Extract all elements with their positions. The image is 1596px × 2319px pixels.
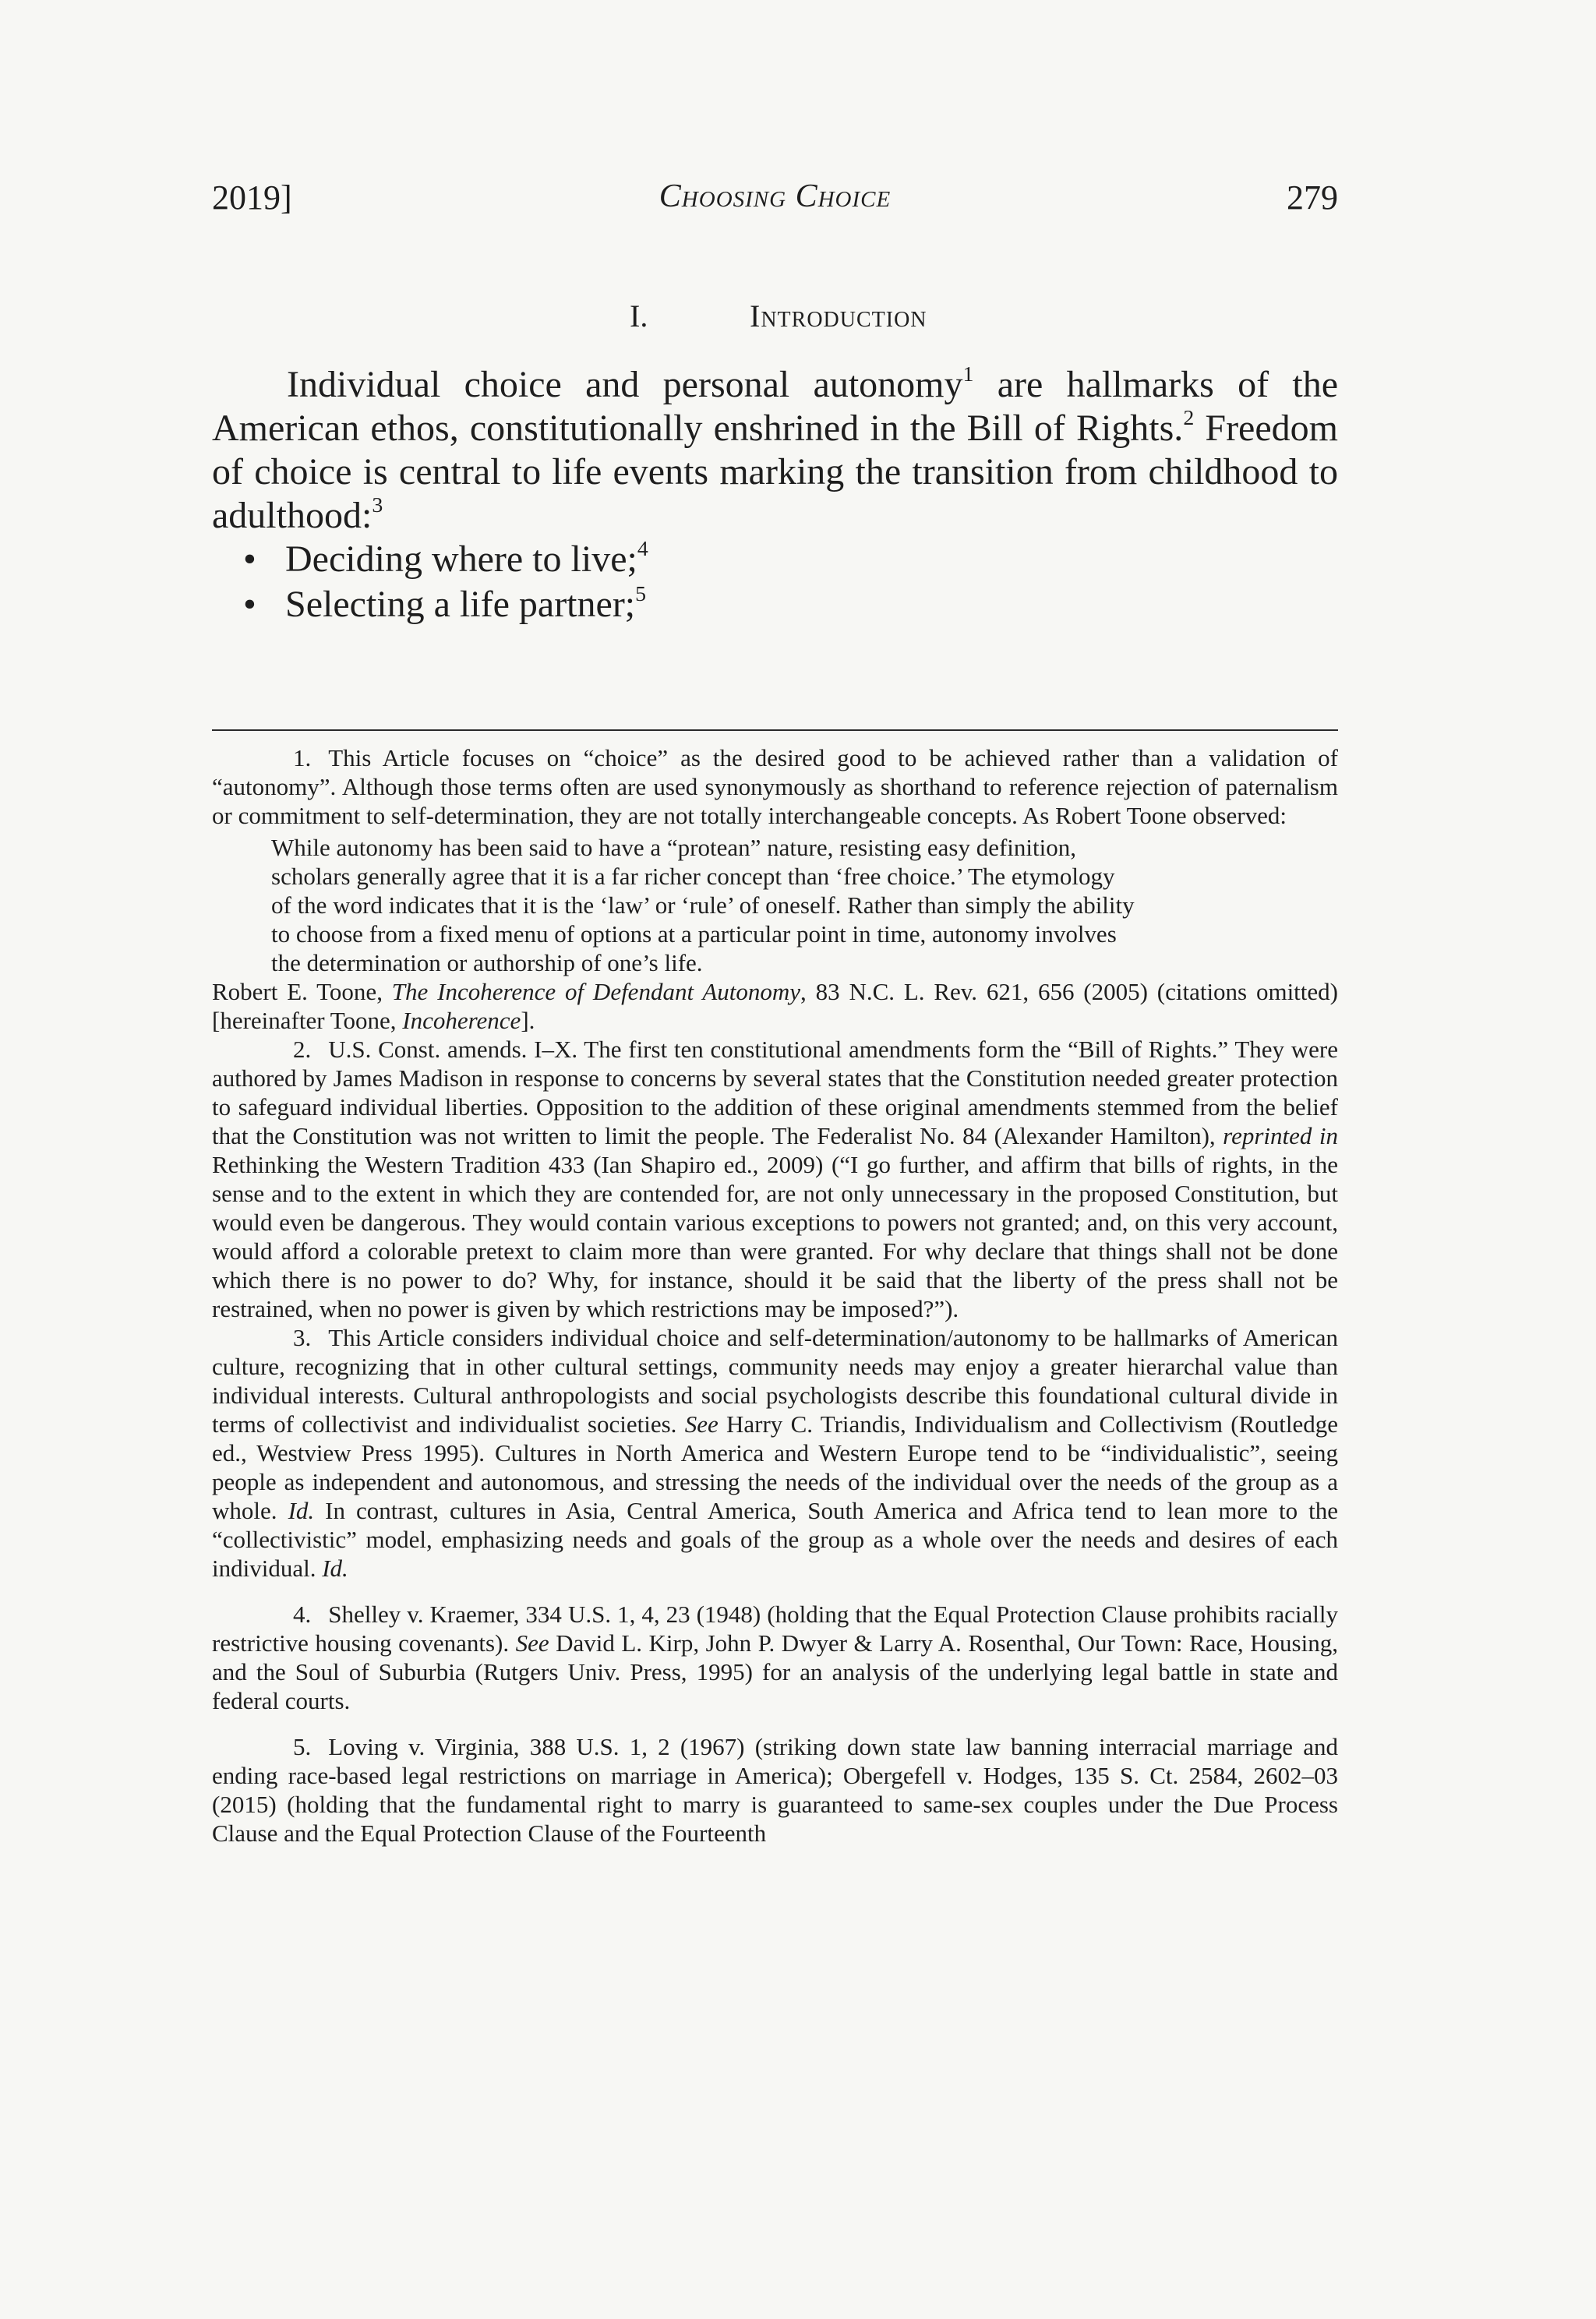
section-title: Introduction bbox=[750, 298, 927, 334]
footnote-body: Harry C. Triandis, Individualism and Collectivism (Routledge ed., Westview Press 1995). Cultures in North America and Western Europe tend to be “individualistic”, seeing people as independent and autonomous, and stressing the needs of the individual over the needs of the group as a whole. bbox=[212, 1410, 1338, 1524]
footnote-5 bbox=[212, 1732, 1338, 1848]
bullet-text: Deciding where to live; bbox=[285, 538, 637, 580]
body-text bbox=[212, 363, 1338, 628]
para-segment: Individual choice and personal autonomy bbox=[287, 364, 963, 405]
quote-line: to choose from a fixed menu of options at a particular point in time, autonomy involves bbox=[271, 920, 1117, 948]
footnote-body: This Article focuses on “choice” as the desired good to be achieved rather than a validation of “autonomy”. Although those terms often are used synonymously as shorthand to reference rejection of paternalism or commitment to self-determination, they are not totally interchangeable concepts. As Robert Toone observed: bbox=[212, 744, 1338, 829]
quote-line: the determination or authorship of one’s life. bbox=[271, 949, 703, 976]
footnote-number: 1. bbox=[293, 744, 312, 771]
footnote-text bbox=[212, 1035, 1338, 1323]
para-segment: Freedom of choice is central to life events marking the transition from childhood to adulthood: bbox=[212, 408, 1339, 536]
quote-line: of the word indicates that it is the ‘law’ or ‘rule’ of oneself. Rather than simply the ability bbox=[271, 891, 1135, 919]
signal-italic: See bbox=[684, 1410, 719, 1438]
footnote-number: 5. bbox=[293, 1733, 312, 1760]
footnotes bbox=[212, 743, 1338, 1848]
footnote-divider bbox=[212, 729, 1338, 731]
footnote-text bbox=[212, 1600, 1338, 1715]
citation-title: The Incoherence of Defendant Autonomy bbox=[391, 978, 801, 1005]
footnote-1 bbox=[212, 743, 1338, 1035]
bullet-item bbox=[212, 583, 1338, 628]
footnote-ref-1: 1 bbox=[962, 362, 974, 387]
footnote-text bbox=[212, 743, 1338, 830]
spacer bbox=[212, 1583, 1338, 1600]
signal-italic: Id. bbox=[322, 1555, 348, 1582]
intro-paragraph bbox=[212, 363, 1338, 538]
footnote-body: Loving v. Virginia, 388 U.S. 1, 2 (1967) (striking down state law banning interracial marriage and ending race-based legal restrictions on marriage in America); Obergefell v. Hodges, 135 S. Ct. 2584, 2602–03 (2015) (holding that the fundamental right to marry is guaranteed to same-sex couples under the Due Process Clause and the Equal Protection Clause of the Fourteenth bbox=[212, 1733, 1338, 1847]
footnote-number: 3. bbox=[293, 1324, 312, 1351]
section-heading bbox=[212, 298, 1338, 344]
signal-italic: See bbox=[515, 1629, 549, 1657]
citation-short-title: Incoherence bbox=[402, 1007, 521, 1034]
quote-line: scholars generally agree that it is a far richer concept than ‘free choice.’ The etymology bbox=[271, 863, 1115, 890]
footnote-body: In contrast, cultures in Asia, Central America, South America and Africa tend to lean more to the “collectivistic” model, emphasizing needs and goals of the group as a whole over the needs and desires of each individual. bbox=[212, 1497, 1338, 1582]
footnote-text bbox=[212, 1732, 1338, 1848]
citation-segment: , 83 N.C. L. Rev. 621, 656 (2005) (citations omitted) [hereinafter Toone, bbox=[212, 978, 1338, 1034]
citation bbox=[212, 977, 1338, 1035]
quote-line: While autonomy has been said to have a “protean” nature, resisting easy definition, bbox=[271, 834, 1076, 861]
para-segment: are hallmarks of the American ethos, constitutionally enshrined in the Bill of Rights. bbox=[212, 364, 1339, 449]
footnote-body: Rethinking the Western Tradition 433 (Ian Shapiro ed., 2009) (“I go further, and affirm that bills of rights, in the sense and to the extent in which they are contended for, are not only unnecessary in the proposed Constitution, but would even be dangerous. They would contain various exceptions to powers not granted; and, on this very account, would afford a colorable pretext to claim more than were granted. For why declare that things shall not be done which there is no power to do? Why, for instance, should it be said that the liberty of the press shall not be restrained, when no power is given by which restrictions may be imposed?”). bbox=[212, 1151, 1338, 1322]
spacer bbox=[212, 1715, 1338, 1732]
bullet-icon: • bbox=[243, 584, 256, 625]
section-number: I. bbox=[630, 298, 648, 334]
footnote-ref-4: 4 bbox=[637, 537, 648, 562]
citation-segment: ]. bbox=[521, 1007, 535, 1034]
bullet-item bbox=[212, 538, 1338, 583]
block-quote bbox=[271, 833, 1279, 977]
signal-italic: reprinted in bbox=[1223, 1122, 1338, 1149]
footnote-2 bbox=[212, 1035, 1338, 1323]
bullet-icon: • bbox=[243, 538, 256, 580]
signal-italic: Id. bbox=[288, 1497, 315, 1524]
bullet-list bbox=[212, 538, 1338, 628]
bullet-text: Selecting a life partner; bbox=[285, 584, 636, 625]
footnote-body: Shelley v. Kraemer, 334 U.S. 1, 4, 23 (1948) (holding that the Equal Protection Clause prohibits racially restrictive housing covenants). bbox=[212, 1601, 1338, 1657]
footnote-ref-5: 5 bbox=[635, 582, 647, 607]
running-header bbox=[212, 178, 1338, 224]
header-journal-title: Choosing Choice bbox=[659, 178, 892, 214]
footnote-body: U.S. Const. amends. I–X. The first ten constitutional amendments form the “Bill of Rights.” They were authored by James Madison in response to concerns by several states that the Constitution needed greater protection to safeguard individual liberties. Opposition to the addition of these original amendments stemmed from the belief that the Constitution was not written to limit the people. The Federalist No. 84 (Alexander Hamilton), bbox=[212, 1036, 1338, 1149]
header-year: 2019] bbox=[212, 178, 292, 217]
footnote-number: 4. bbox=[293, 1601, 312, 1628]
citation-segment: Robert E. Toone, bbox=[212, 978, 392, 1005]
header-page-number: 279 bbox=[1287, 178, 1338, 217]
footnote-text bbox=[212, 1323, 1338, 1583]
footnote-ref-3: 3 bbox=[372, 493, 383, 518]
footnote-ref-2: 2 bbox=[1183, 406, 1195, 431]
footnote-body: David L. Kirp, John P. Dwyer & Larry A. Rosenthal, Our Town: Race, Housing, and the Soul of Suburbia (Rutgers Univ. Press, 1995) for an analysis of the underlying legal battle in state and federal courts. bbox=[212, 1629, 1338, 1714]
footnote-body: This Article considers individual choice and self-determination/autonomy to be hallmarks of American culture, recognizing that in other cultural settings, community needs may enjoy a greater hierarchal value than individual interests. Cultural anthropologists and social psychologists describe this foundational cultural divide in terms of collectivist and individualist societies. bbox=[212, 1324, 1338, 1438]
footnote-4 bbox=[212, 1600, 1338, 1715]
footnote-number: 2. bbox=[293, 1036, 312, 1063]
footnote-3 bbox=[212, 1323, 1338, 1583]
